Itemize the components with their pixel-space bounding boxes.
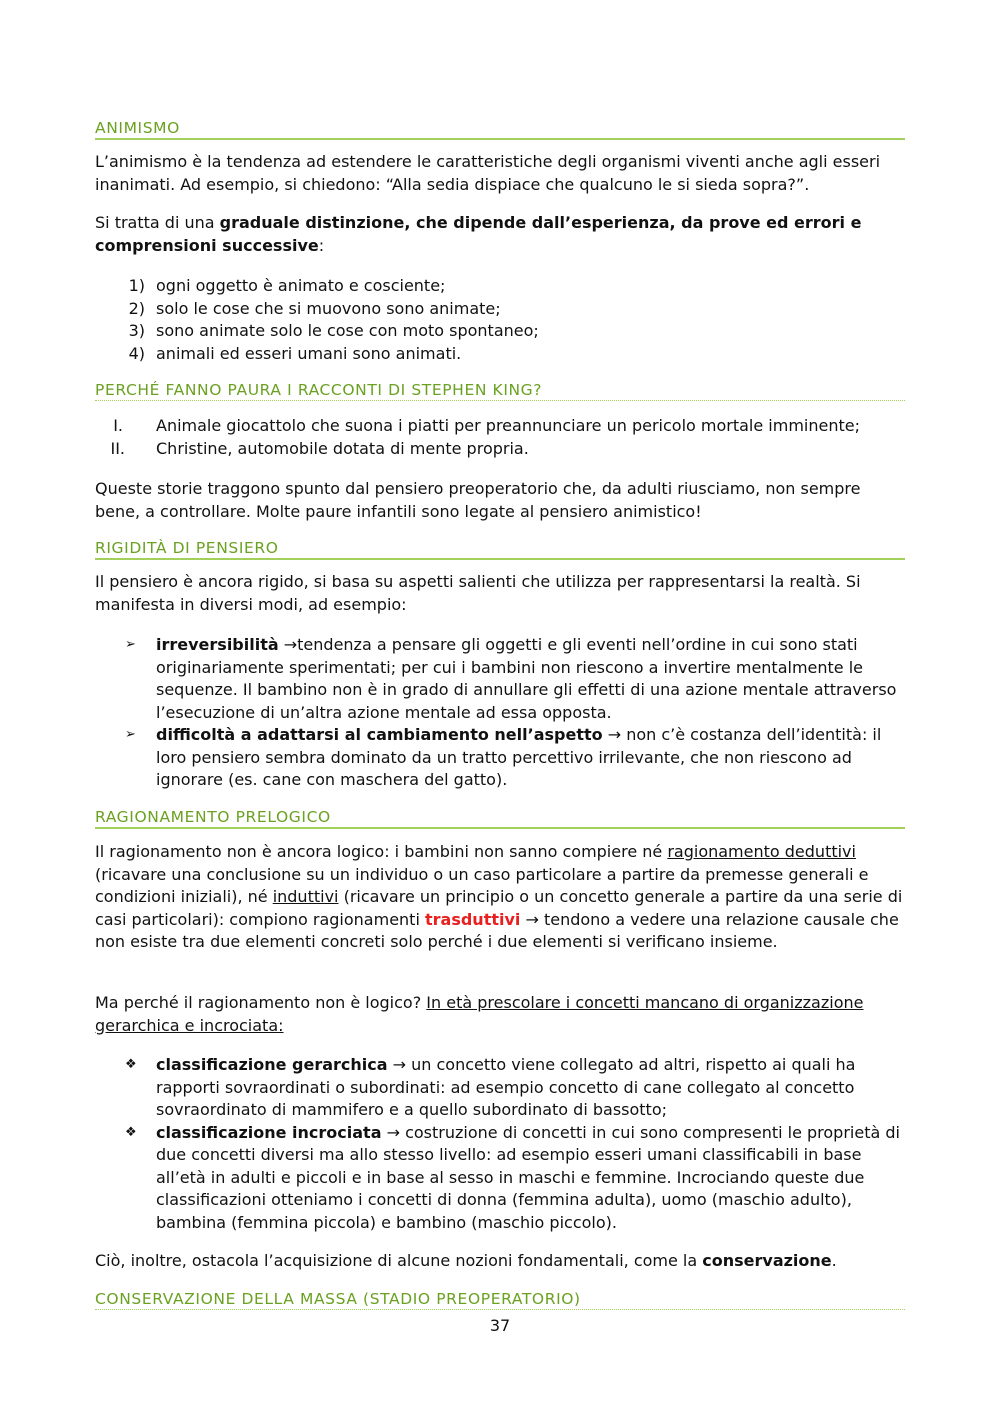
heading-rigidita: RIGIDITÀ DI PENSIERO — [95, 539, 905, 560]
paragraph-animismo-distinction: Si tratta di una graduale distinzione, che dipende dall’esperienza, da prove ed errori e comprensioni successive: — [95, 213, 862, 255]
paragraph-prelogico: Il ragionamento non è ancora logico: i bambini non sanno compiere né ragionamento deduttivi (ricavare una conclusione su un individuo o un caso particolare a partire da premesse generali e condizioni iniziali), né induttivi (ricavare un principio o un concetto generale a partire da una serie di casi particolari): compiono ragionamenti trasduttivi → tendono a vedere una relazione causale che non esiste tra due elementi concreti solo perché i due elementi si verificano insieme. — [95, 842, 903, 951]
heading-stephen-king: PERCHÉ FANNO PAURA I RACCONTI DI STEPHEN KING? — [95, 381, 905, 401]
page-number: 37 — [489, 1316, 511, 1335]
heading-ragionamento-prelogico: RAGIONAMENTO PRELOGICO — [95, 808, 905, 829]
paragraph-fears: Queste storie traggono spunto dal pensiero preoperatorio che, da adulti riusciamo, non sempre bene, a controllare. Molte paure infantili sono legate al pensiero animistico! — [95, 479, 861, 521]
paragraph-conservazione-intro: Ciò, inoltre, ostacola l’acquisizione di alcune nozioni fondamentali, come la conservazione. — [95, 1251, 837, 1270]
paragraph-rigidita: Il pensiero è ancora rigido, si basa su aspetti salienti che utilizza per rappresentarsi la realtà. Si manifesta in diversi modi, ad esempio: — [95, 572, 861, 614]
paragraph-animismo-definition: L’animismo è la tendenza ad estendere le caratteristiche degli organismi viventi anche agli esseri inanimati. Ad esempio, si chiedono: “Alla sedia dispiace che qualcuno le si sieda sopra?”. — [95, 152, 881, 194]
heading-animismo: ANIMISMO — [95, 119, 905, 140]
paragraph-why-not-logical: Ma perché il ragionamento non è logico? In età prescolare i concetti mancano di organizzazione gerarchica e incrociata: — [95, 993, 864, 1035]
heading-conservazione-massa: CONSERVAZIONE DELLA MASSA (STADIO PREOPERATORIO) — [95, 1290, 905, 1310]
